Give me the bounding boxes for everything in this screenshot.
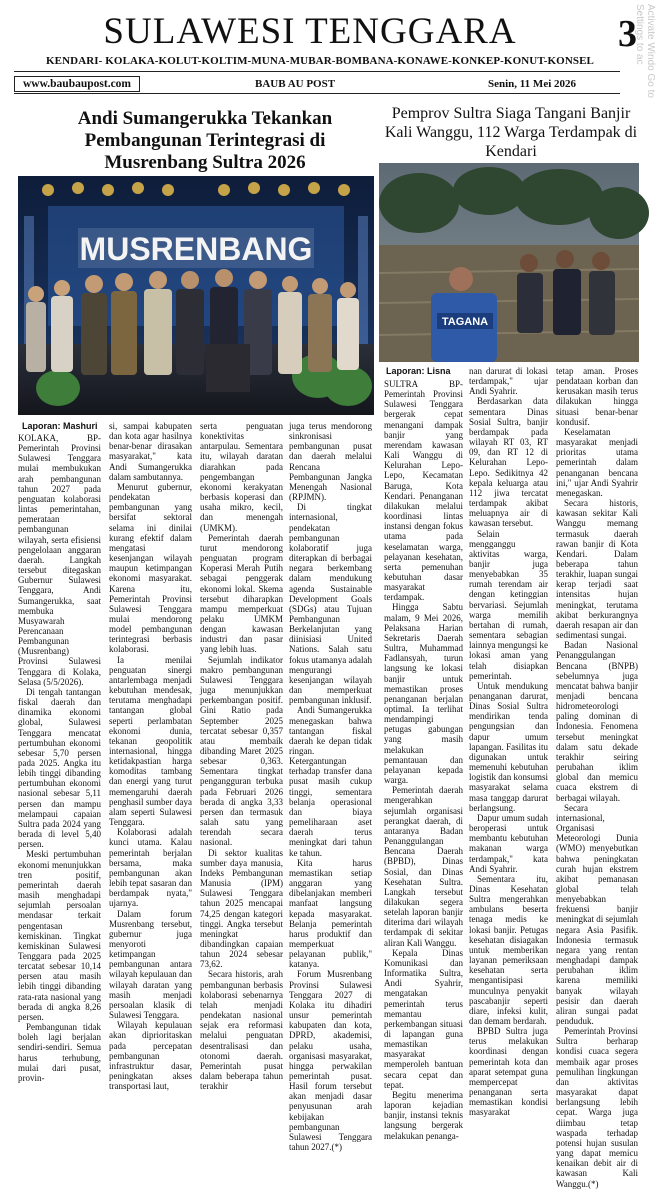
paragraph: Pemerintah daerah mengerahkan sejumlah organisasi perangkat daerah, di antaranya Badan Penanggulangan Bencana Daerah (BPBD), Dinas Sosial, dan Dinas Kesehatan Sultra. Langkah tersebut dilakukan segera setelah laporan banjir diterima dari wilayah terdampak di sekitar aliran Kali Wanggu. (384, 785, 463, 948)
paragraph: Secara internasional, Organisasi Meteorologi Dunia (WMO) menyebutkan bahwa peningkatan curah hujan ekstrem akibat pemanasan global telah menyebabkan frekuensi banjir meningkat di sejumlah negara Asia Pasifik. Indonesia termasuk negara yang rentan menghadapi dampak perubahan iklim karena memiliki banyak wilayah pesisir dan daerah aliran sungai padat penduduk. (556, 802, 638, 1026)
page-number: 3 (618, 13, 637, 55)
paragraph: Wilayah kepulauan akan diprioritaskan pada percepatan pembangunan infrastruktur dasar, peningkatan akses transportasi laut, (109, 1020, 192, 1092)
brand-name: BAUB AU POST (255, 78, 336, 90)
left-story-column-2 (109, 421, 192, 1092)
paragraph: Untuk mendukung penanganan darurat, Dinas Sosial Sultra mendirikan tenda pengungsian dan dapur umum lapangan. Fasilitas itu digunakan untuk memenuhi kebutuhan logistik dan konsumsi masyarakat selama masa tanggap darurat berlangsung. (469, 680, 549, 813)
paragraph: Dapur umum sudah beroperasi untuk membantu kebutuhan makanan warga terdampak," kata Andi Syahrir. (469, 812, 548, 874)
left-story-column-1 (18, 433, 101, 1083)
vest-text: TAGANA (441, 316, 489, 328)
paragraph: Secara historis, arah pembangunan berbasis kolaborasi sebenarnya telah menjadi pendekatan nasional sejak era reformasi melalui penguatan desentralisasi dan otonomi daerah. Pemerintah pusat dalam beberapa tahun terakhir (200, 969, 283, 1092)
paragraph: Kita harus memastikan setiap anggaran yang dibelanjakan memberi manfaat langsung kepada masyarakat. Belanja pemerintah harus produktif dan memperkuat pelayanan publik," katanya. (289, 857, 372, 970)
paragraph: Pemerintah Provinsi Sultra berharap kondisi cuaca segera membaik agar proses pemulihan lingkungan dan aktivitas masyarakat dapat berlangsung lebih cepat. Warga juga diimbau tetap waspada terhadap potensi hujan susulan yang dapat memicu kenaikan debit air di kawasan Kali Wanggu.(*) (556, 1026, 638, 1189)
flood-scene-image (379, 163, 639, 362)
paragraph: Keselamatan masyarakat menjadi prioritas utama pemerintah dalam penanganan bencana ini," ujar Andi Syahrir menegaskan. (556, 426, 638, 498)
paragraph: Berdasarkan data sementara Dinas Sosial Sultra, banjir berdampak pada wilayah RT 03, RT 09, dan RT 12 di Kelurahan Lepo-Lepo. Sedikitnya 42 kepala keluarga atau 112 jiwa tercatat terdampak akibat meluapnya air di kawasan tersebut. (469, 396, 548, 529)
right-story-headline: Pemprov Sultra Siaga Tangani Banjir Kali Wanggu, 112 Warga Terdampak di Kendari (384, 105, 638, 160)
right-photo-credit: Laporan: Lisna (386, 366, 451, 376)
left-story-headline: Andi Sumangerukka Tekankan Pembangunan Terintegrasi di Musrenbang Sultra 2026 (77, 108, 333, 173)
paragraph: juga terus mendorong sinkronisasi pembangunan pusat dan daerah melalui Rencana Pembangunan Jangka Menengah Nasional (RPJMN). (289, 421, 372, 503)
paragraph: Begitu menerima laporan kejadian banjir, instansi teknis langsung bergerak melakukan penanga- (384, 1089, 463, 1141)
paragraph: Di tingkat internasional, pendekatan pembangunan kolaboratif juga diterapkan di berbagai negara berkembang dalam mendukung agenda Sustainable Development Goals (SDGs) atau Tujuan Pembangunan Berkelanjutan yang diinisiasi United Nations. Salah satu fokus utamanya adalah mengurangi kesenjangan wilayah dan memperkuat pembangunan inklusif. (289, 502, 372, 706)
paragraph: Kolaborasi adalah kunci utama. Kalau pemerintah berjalan bersama, maka pembangunan akan lebih tepat sasaran dan berdampak nyata," ujarnya. (109, 827, 192, 909)
left-photo-credit: Laporan: Mashuri (22, 421, 98, 431)
paragraph: Pemerintah daerah turut mendorong penguatan program Koperasi Merah Putih sebagai penggerak ekonomi lokal. Skema tersebut diharapkan mampu memperkuat pelaku UMKM dengan kawasan industri dan pasar yang lebih luas. (200, 532, 283, 655)
paragraph: Di sektor kualitas sumber daya manusia, Indeks Pembangunan Manusia (IPM) Sulawesi Tenggara tahun 2025 mencapai 74,25 dengan kategori tinggi. Angka tersebut meningkat dibandingkan capaian tahun 2024 sebesar 73,62. (200, 847, 283, 970)
paragraph: si, sampai kabupaten dan kota agar hasilnya benar-benar dirasakan masyarakat," kata Andi Sumangerukka dalam sambutannya. (109, 421, 192, 482)
paragraph: Ia menilai penguatan sinergi antarlembaga menjadi kebutuhan mendesak, terutama menghadapi tantangan global seperti perlambatan ekonomi dunia, tekanan geopolitik internasional, hingga ketidakpastian harga komoditas tambang dan energi yang turut memengaruhi daerah penghasil sumber daya alam seperti Sulawesi Tenggara. (109, 654, 192, 828)
paragraph: nan darurat di lokasi terdampak," ujar Andi Syahrir. (469, 366, 548, 397)
flood-photo (379, 163, 639, 362)
right-story-column-3 (556, 366, 638, 1189)
paragraph: Dalam forum Musrenbang tersebut, gubernur juga menyoroti ketimpangan pembangunan antara wilayah kepulauan dan wilayah daratan yang masih menjadi persoalan klasik di Sulawesi Tenggara. (109, 908, 192, 1021)
activate-windows-watermark: Activate Windo Go to Settings to ac (634, 4, 656, 98)
paragraph: Badan Nasional Penanggulangan Bencana (BNPB) sebelumnya juga mencatat bahwa banjir menjadi bencana hidrometeorologi paling dominan di Indonesia. Fenomena tersebut meningkat dalam satu dekade terakhir seiring perubahan iklim global dan memicu cuaca ekstrem di berbagai wilayah. (556, 640, 638, 803)
paragraph: Secara historis, kawasan sekitar Kali Wanggu memang termasuk daerah rawan banjir di Kota Kendari. Dalam beberapa tahun terakhir, luapan sungai kerap terjadi saat intensitas hujan meningkat, terutama akibat berkurangnya daerah resapan air dan sedimentasi sungai. (556, 498, 638, 641)
paragraph: BPBD Sultra juga terus melakukan koordinasi dengan pemerintah kota dan aparat setempat guna mempercepat penanganan serta memastikan kondisi masyarakat (469, 1026, 548, 1118)
masthead-rule (14, 71, 620, 72)
left-story-column-3 (200, 421, 283, 1092)
regions-line: KENDARI- KOLAKA-KOLUT-KOLTIM-MUNA-MUBAR-BOMBANA-KONAWE-KONKEP-KONUT-KONSEL (46, 55, 594, 67)
paragraph: Pembangunan tidak boleh lagi berjalan sendiri-sendiri. Semua harus terhubung, mulai dari pusat, provin- (18, 1022, 101, 1083)
paragraph: Di tengah tantangan fiskal daerah dan dinamika ekonomi global, Sulawesi Tenggara mencatat pertumbuhan ekonomi sebesar 5,70 persen pada 2025. Angka itu lebih tinggi dibanding pertumbuhan ekonomi nasional sebesar 5,11 persen dan mampu melampaui capaian Sultra pada 2024 yang berada di level 5,40 persen. (18, 686, 101, 850)
paragraph: KOLAKA, BP- Pemerintah Provinsi Sulawesi Tenggara mulai membukukan arah pembangunan tahun 2027 pada penguatan kolaborasi lintas pemerintahan, pemerataan pembangunan wilayah, serta efisiensi pengelolaan anggaran daerah. Langkah tersebut ditegaskan Gubernur Sulawesi Tenggara, Andi Sumangerukka, saat membuka Musyawarah Perencanaan Pembangunan (Musrenbang) Provinsi Sulawesi Tenggara di Kolaka, Selasa (5/5/2026). (18, 433, 101, 687)
masthead-bottom-rule (14, 93, 620, 94)
right-story-column-1 (384, 379, 463, 1141)
paragraph: tetap aman. Proses pendataan korban dan kerusakan masih terus dilakukan hingga situasi benar-benar kondusif. (556, 366, 638, 427)
paper-name: SULAWESI TENGGARA (103, 11, 517, 52)
right-story-column-2 (469, 366, 549, 1118)
left-story-column-4 (289, 421, 372, 1153)
paragraph: Meski pertumbuhan ekonomi menunjukkan tren positif, pemerintah daerah masih menghadapi sejumlah persoalan mendasar terkait pengentasan kemiskinan. Tingkat kemiskinan Sulawesi Tenggara pada 2025 tercatat sebesar 10,14 persen atau masih lebih tinggi dibanding rata-rata nasional yang berada di angka 8,26 persen. (18, 849, 101, 1022)
issue-date: Senin, 11 Mei 2026 (488, 78, 577, 90)
paragraph: Andi Sumangerukka menegaskan bahwa tantangan fiskal daerah ke depan tidak ringan. Ketergantungan terhadap transfer dana pusat masih cukup tinggi, sementara belanja operasional dan biaya pemeliharaan aset daerah terus meningkat dari tahun ke tahun. (289, 705, 372, 858)
paragraph: Sejumlah indikator makro pembangunan Sulawesi Tenggara juga menunjukkan perkembangan positif. Gini Ratio pada September 2025 tercatat sebesar 0,357 atau membaik dibanding Maret 2025 sebesar 0,363. Sementara tingkat pengangguran terbuka pada Februari 2026 berada di angka 3,33 persen dan termasuk salah satu yang terendah secara nasional. (200, 654, 283, 848)
paragraph: Selain mengganggu aktivitas warga, banjir juga menyebabkan 35 rumah terendam air dengan ketinggian bervariasi. Sejumlah warga memilih bertahan di rumah, sementara sebagian lainnya mengungsi ke lokasi aman yang telah disiapkan pemerintah. (469, 528, 548, 681)
website-link[interactable]: www.baubaupost.com (14, 76, 140, 92)
paragraph: Forum Musrenbang Provinsi Sulawesi Tenggara 2027 di Kolaka itu dihadiri unsur pemerintah kabupaten dan kota, DPRD, akademisi, pelaku usaha, organisasi masyarakat, hingga perwakilan pemerintah pusat. Hasil forum tersebut akan menjadi dasar penyusunan arah kebijakan pembangunan Sulawesi Tenggara tahun 2027.(*) (289, 969, 372, 1153)
paragraph: SULTRA BP- Pemerintah Provinsi Sulawesi Tenggara bergerak cepat menangani dampak banjir yang merendam kawasan Kali Wanggu di Kelurahan Lepo-Lepo, Kecamatan Baruga, Kota Kendari. Penanganan dilakukan melalui koordinasi lintas instansi dengan fokus utama pada keselamatan warga, pelayanan kesehatan, serta pemenuhan kebutuhan dasar masyarakat terdampak. (384, 379, 463, 603)
paragraph: serta penguatan konektivitas antarpulau. Sementara itu, wilayah daratan diarahkan pada pengembangan ekonomi kerakyatan berbasis koperasi dan usaha mikro, kecil, dan menengah (UMKM). (200, 421, 283, 533)
paragraph: Sementara itu, Dinas Kesehatan Sultra mengerahkan ambulans beserta tenaga medis ke lokasi banjir. Petugas kesehatan disiagakan untuk memberikan layanan pemeriksaan kesehatan serta mengantisipasi munculnya penyakit pascabanjir seperti diare, infeksi kulit, dan demam berdarah. (469, 873, 548, 1026)
banner-text: MUSRENBANG (79, 231, 313, 267)
musrenbang-photo (18, 176, 374, 415)
musrenbang-stage-image (18, 176, 374, 415)
paragraph: Menurut gubernur, pendekatan pembangunan yang bersifat sektoral selama ini dinilai kurang efektif dalam mengatasi kesenjangan wilayah maupun ketimpangan ekonomi masyarakat. Karena itu, Pemerintah Provinsi Sulawesi Tenggara mulai mendorong model pembangunan terintegrasi berbasis kolaborasi. (109, 481, 192, 655)
paragraph: Kepala Dinas Komunikasi dan Informatika Sultra, Andi Syahrir, mengatakan pemerintah terus memantau perkembangan situasi di lapangan guna memastikan masyarakat memperoleh bantuan secara cepat dan tepat. (384, 947, 463, 1090)
paragraph: Hingga Sabtu malam, 9 Mei 2026, Pelaksana Harian Sekretaris Daerah Sultra, Muhammad Fadlansyah, turun langsung ke lokasi banjir untuk memastikan proses penanganan berjalan optimal. Ia terlihat mendampingi petugas gabungan yang masih melakukan pemantauan dan pelayanan kepada warga. (384, 602, 463, 786)
masthead (0, 0, 656, 100)
